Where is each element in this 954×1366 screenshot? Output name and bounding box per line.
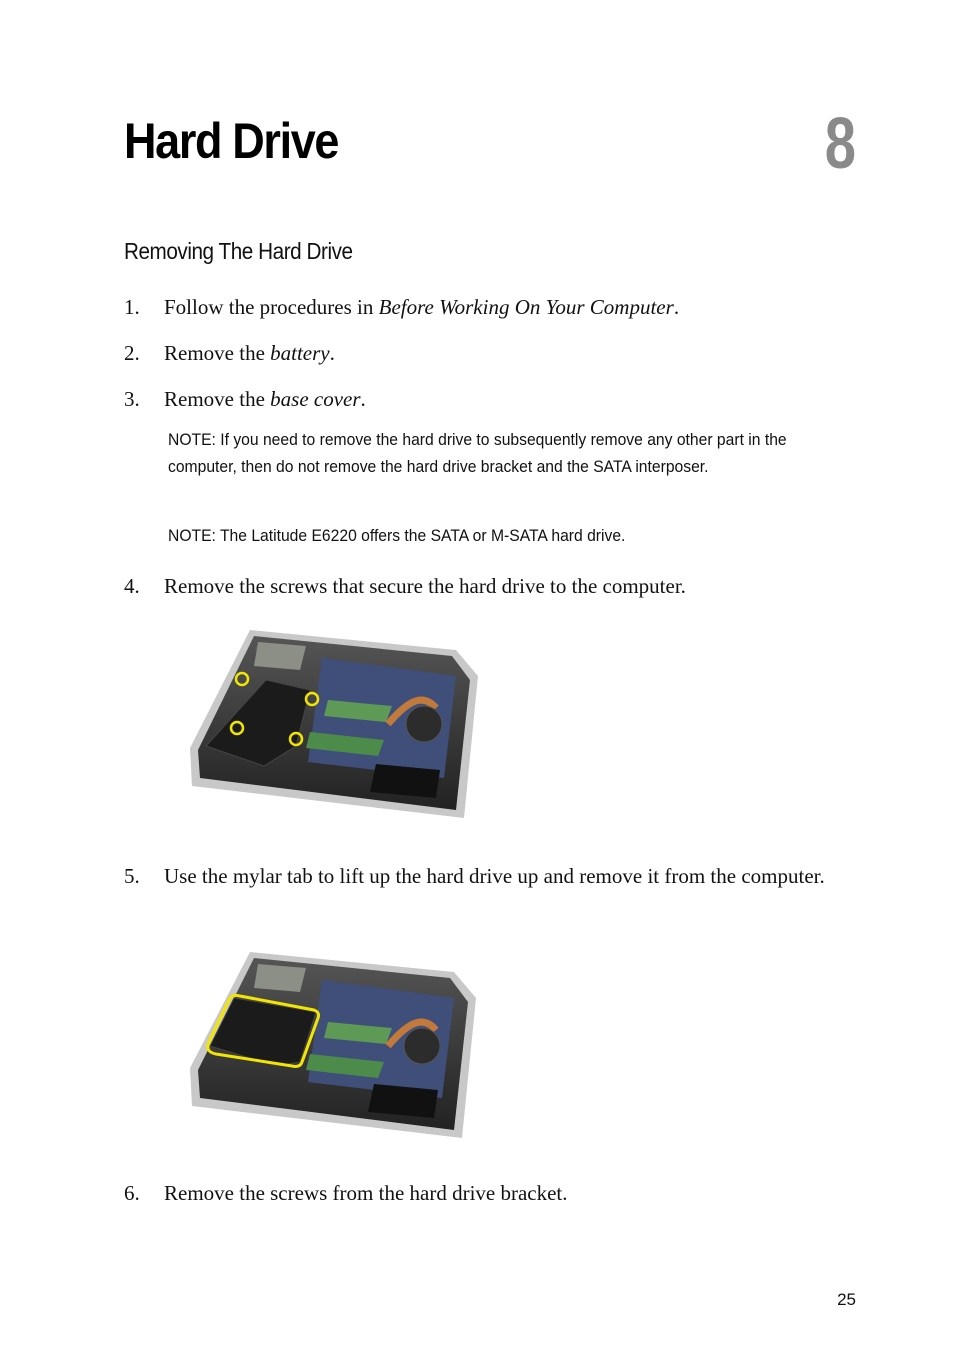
step-text bbox=[164, 385, 844, 413]
step-link-text: base cover bbox=[270, 387, 361, 411]
wlan-card bbox=[254, 964, 306, 992]
note-1 bbox=[168, 427, 814, 481]
note-label: NOTE: bbox=[168, 527, 216, 545]
section-title: Removing The Hard Drive bbox=[124, 238, 353, 264]
step-text: Remove the screws that secure the hard drive to the computer. bbox=[164, 574, 686, 598]
wlan-card bbox=[254, 642, 306, 670]
chapter-title: Hard Drive bbox=[124, 113, 339, 169]
note-label: NOTE: bbox=[168, 431, 216, 449]
step-number: 2. bbox=[124, 341, 140, 365]
step-text bbox=[164, 293, 844, 321]
step-text-plain: Follow the procedures in bbox=[164, 295, 379, 319]
step-text-plain: Remove the bbox=[164, 341, 271, 365]
step-5 bbox=[124, 862, 844, 890]
step-number: 5. bbox=[124, 864, 140, 888]
step-3 bbox=[124, 385, 844, 413]
chapter-number: 8 bbox=[824, 104, 856, 184]
laptop-hard-drive-figure bbox=[188, 950, 480, 1142]
step-text: Remove the screws from the hard drive bracket. bbox=[164, 1181, 568, 1205]
fan bbox=[404, 1028, 440, 1064]
step-6 bbox=[124, 1179, 844, 1207]
step-4 bbox=[124, 572, 844, 600]
laptop-screws-figure bbox=[188, 628, 480, 824]
step-text-plain: Remove the bbox=[164, 387, 271, 411]
step-text: Use the mylar tab to lift up the hard drive up and remove it from the computer. bbox=[164, 864, 825, 888]
note-text: The Latitude E6220 offers the SATA or M-SATA hard drive. bbox=[215, 527, 626, 545]
fan bbox=[406, 706, 442, 742]
page-number: 25 bbox=[837, 1290, 856, 1309]
step-2 bbox=[124, 339, 844, 367]
speaker bbox=[368, 1084, 438, 1118]
speaker bbox=[370, 764, 440, 798]
step-number: 3. bbox=[124, 387, 140, 411]
step-text-plain: . bbox=[673, 295, 680, 319]
note-2 bbox=[168, 523, 814, 550]
note-text: If you need to remove the hard drive to subsequently remove any other part in the computer, then do not remove the hard drive bracket and the SATA interposer. bbox=[168, 431, 787, 476]
step-text-plain: . bbox=[329, 341, 335, 365]
step-1 bbox=[124, 293, 844, 321]
step-link-text: Before Working On Your Computer bbox=[378, 295, 674, 319]
step-link-text: battery bbox=[270, 341, 330, 365]
step-number: 6. bbox=[124, 1181, 140, 1205]
step-number: 4. bbox=[124, 574, 140, 598]
step-text bbox=[164, 339, 844, 367]
step-text-plain: . bbox=[360, 387, 366, 411]
step-number: 1. bbox=[124, 295, 140, 319]
